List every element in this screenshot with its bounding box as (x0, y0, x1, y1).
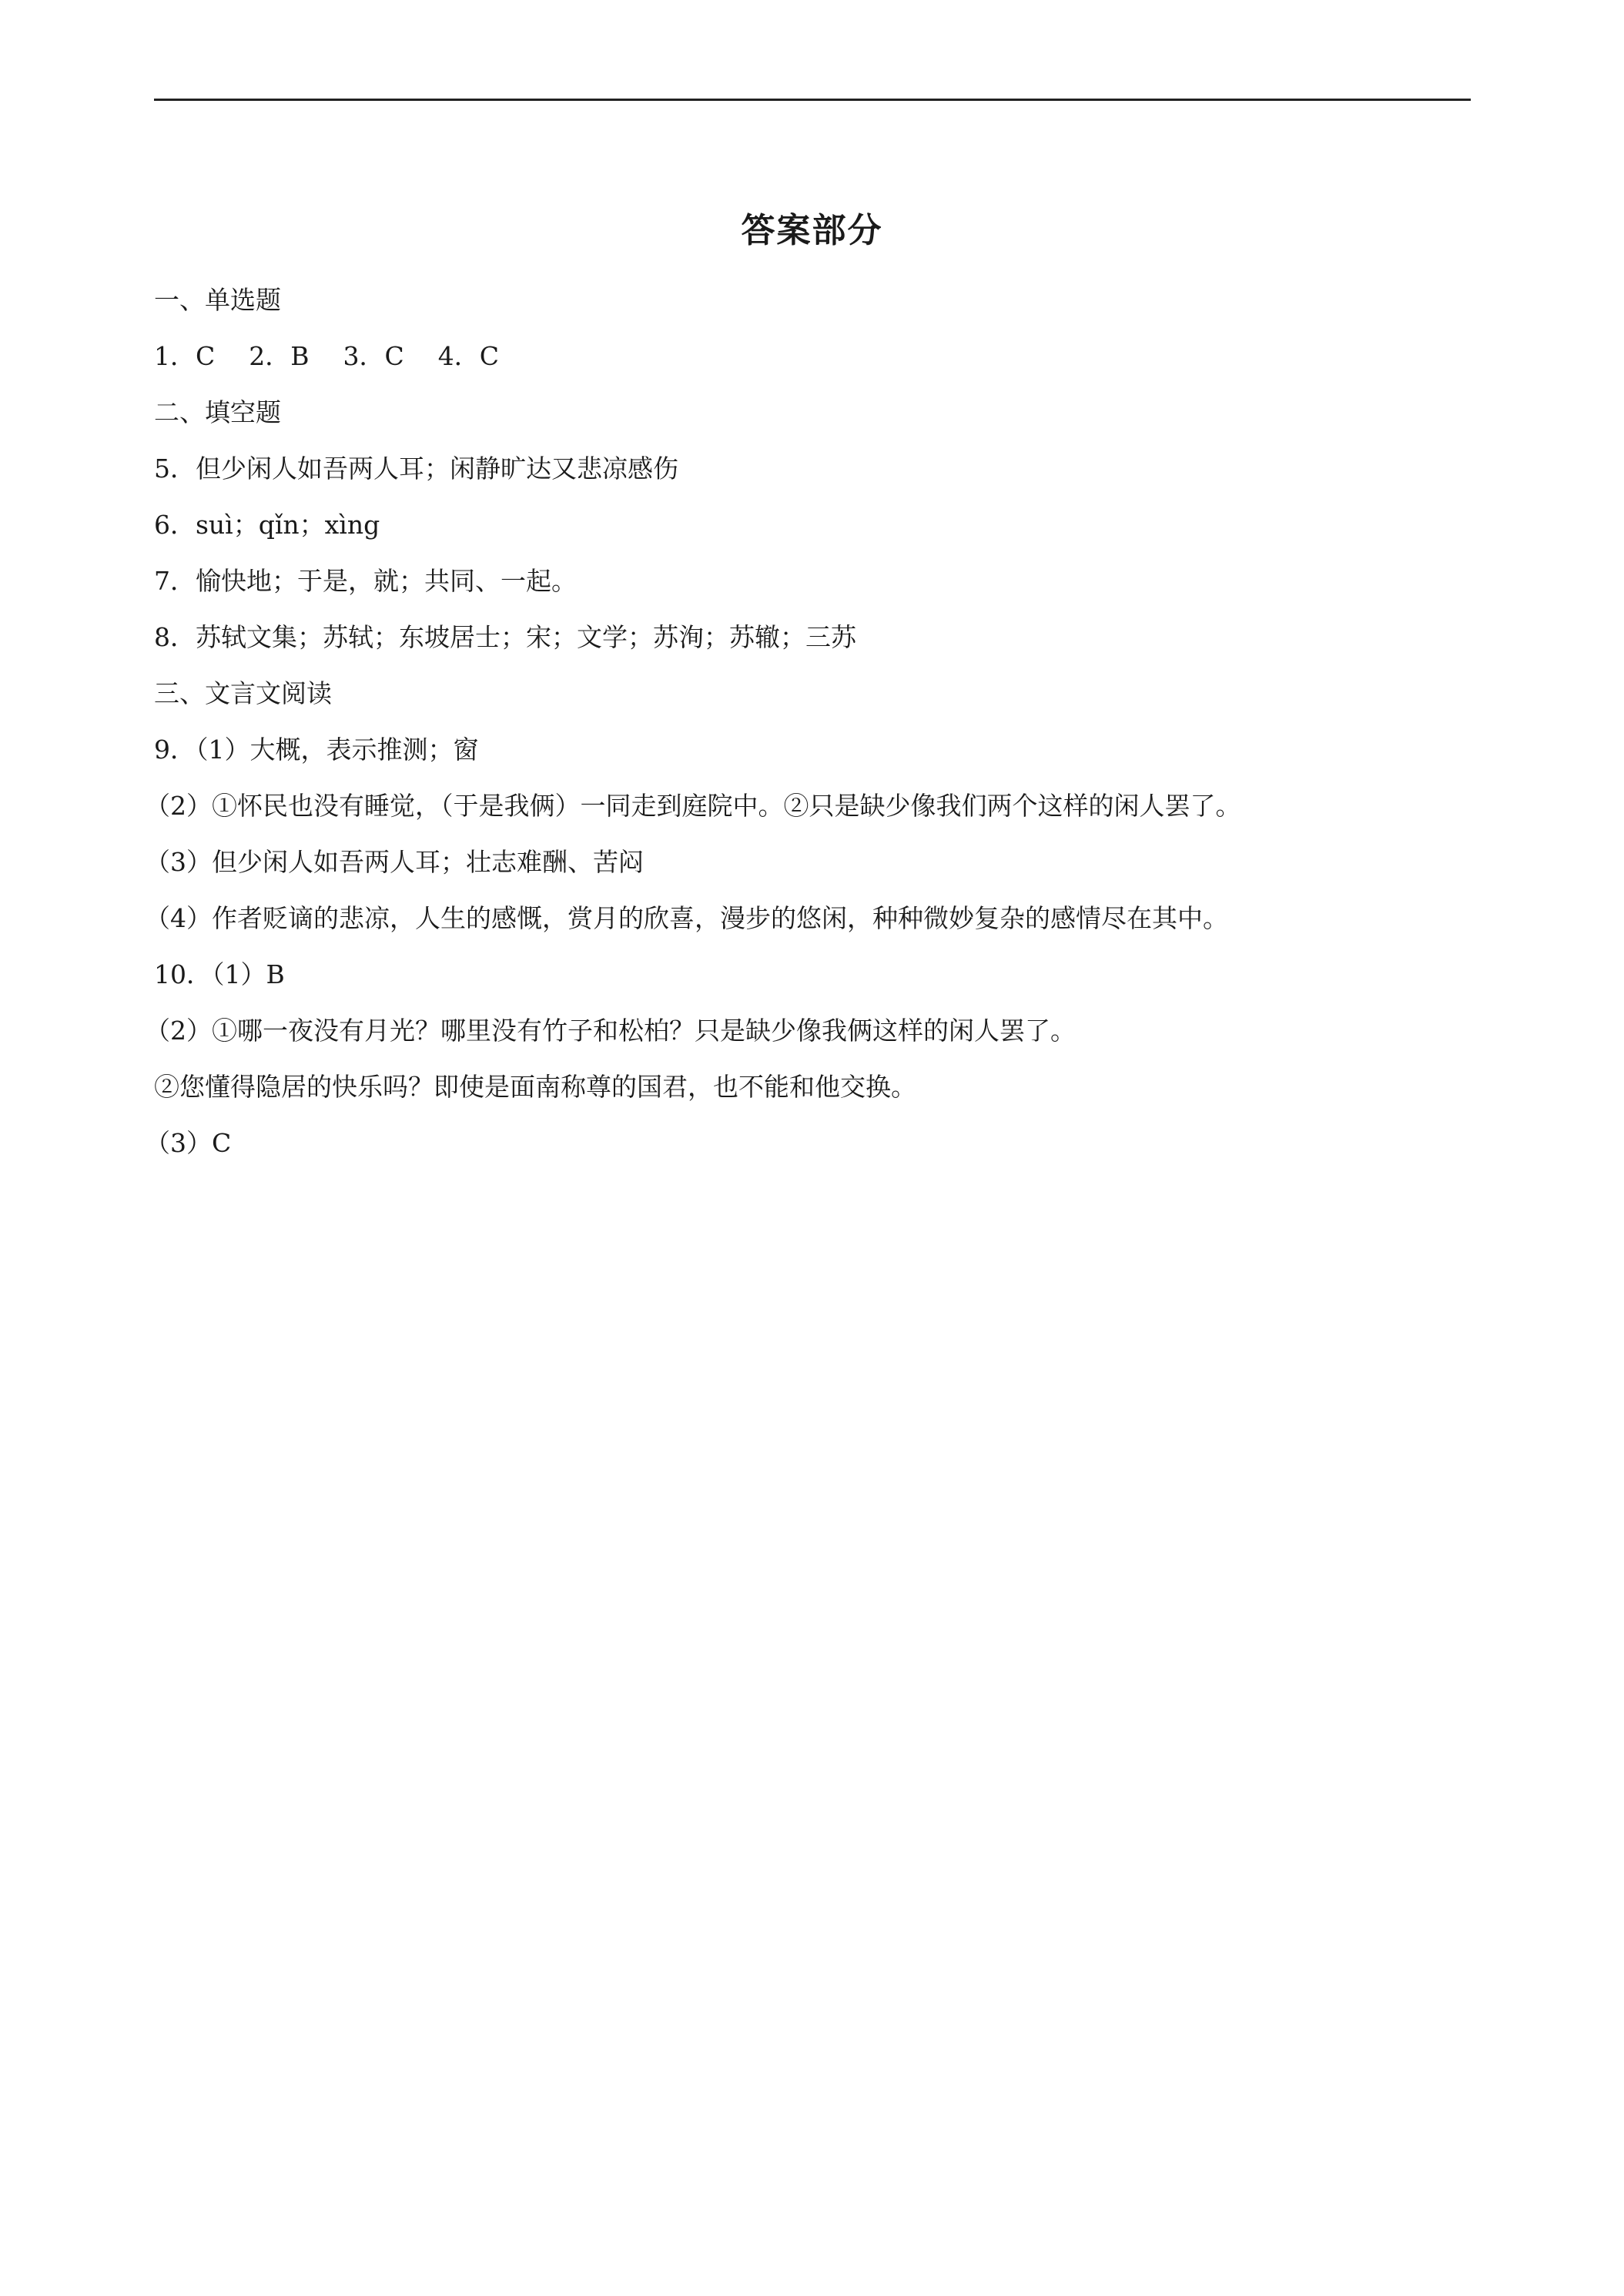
answer-q10-part2b: ②您懂得隐居的快乐吗？即使是面南称尊的国君，也不能和他交换。 (154, 1072, 916, 1102)
section-heading-classical-reading: 三、文言文阅读 (154, 678, 332, 708)
answer-q4: 4．C (437, 341, 499, 371)
answer-q9-part1: 9．（1）大概，表示推测；窗 (154, 735, 479, 765)
single-choice-answers (154, 328, 1478, 384)
section-heading-fill-blank: 二、填空题 (154, 397, 281, 427)
answer-q5: 5．但少闲人如吾两人耳；闲静旷达又悲凉感伤 (154, 454, 678, 484)
answer-q3: 3．C (343, 341, 404, 371)
answer-q2: 2．B (249, 341, 310, 371)
answer-q7: 7．愉快地；于是，就；共同、一起。 (154, 566, 577, 596)
answer-q9-part2: （2）①怀民也没有睡觉，（于是我俩）一同走到庭院中。②只是缺少像我们两个这样的闲人罢了。 (145, 791, 1241, 821)
answer-q10-part3: （3）C (145, 1128, 232, 1158)
answer-q10-part2a: （2）①哪一夜没有月光？哪里没有竹子和松柏？只是缺少像我俩这样的闲人罢了。 (145, 1016, 1076, 1046)
answer-q10-part1: 10．（1）B (154, 959, 285, 989)
section-heading-single-choice: 一、单选题 (154, 285, 281, 315)
page-title: 答案部分 (741, 211, 883, 250)
answer-q9-part4: （4）作者贬谪的悲凉，人生的感慨，赏月的欣喜，漫步的悠闲，种种微妙复杂的感情尽在其中。 (145, 903, 1228, 933)
answer-q9-part3: （3）但少闲人如吾两人耳；壮志难酬、苦闷 (145, 847, 644, 877)
answer-content (145, 272, 1478, 1171)
answer-q6: 6．suì；qǐn；xìng (154, 510, 380, 540)
answer-q8: 8．苏轼文集；苏轼；东坡居士；宋；文学；苏洵；苏辙；三苏 (154, 622, 856, 652)
answer-q1: 1．C (154, 341, 216, 371)
header-rule (154, 99, 1471, 101)
